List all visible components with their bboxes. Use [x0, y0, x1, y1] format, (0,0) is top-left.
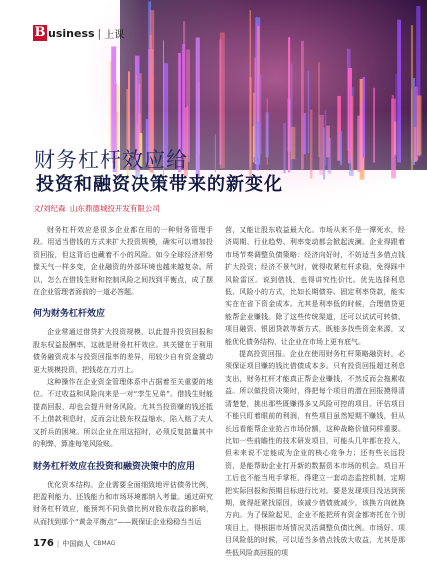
footer-separator: |	[56, 539, 60, 548]
article-title-line1: 财务杠杆效应给	[34, 148, 188, 172]
paragraph: 这种操作在企业资金管理体系中占据着至关重要的地位。不过收益和风险向来是一对“孪生兄弟”。借钱生财能提高回报，却也会提升财务风险。尤其当投资赚的钱还抵不上借款利息时，反而会让股东权益缩水，陷入赔了夫人又折兵的困境。所以企业在用这招时，必须反复掂量其中的利弊，算准每笔风险账。	[33, 378, 213, 449]
magazine-name: 中国商人	[62, 539, 91, 548]
section-tag	[33, 25, 124, 41]
magazine-name-en: CBMAG	[93, 540, 116, 547]
section-chinese: 上课	[104, 29, 125, 41]
byline	[33, 203, 160, 214]
paragraph: 营，又能让股东收益最大化。市场从来不是一潭死水，经济周期、行业趋势、利率变动都会掀起波澜。企业得跟着市场节奏调整负债策略：经济向好时，不妨适当多借点钱扩大投资；经济不景气时，就得收紧杠杆求稳，免得踩中风险雷区。说到借钱，也得讲究性价比。优先选择利息低、风险小的方式，比如长期债券、固定利率贷款，能实实在在省下资金成本。尤其是利率低的时候，合理借贷更能帮企业赚钱。除了这些传统渠道，还可以试试可转债、项目融资、银团贷款等新方式，既能多找些资金来源，又能优化债务结构，让企业在市场上更有底气。	[225, 226, 405, 346]
article-title-line2: 投资和融资决策带来的新变化	[36, 174, 283, 195]
section-heading-2: 财务杠杆效应在投资和融资决策中的应用	[33, 461, 196, 472]
page-footer	[33, 538, 115, 549]
left-column	[33, 224, 213, 528]
intro-paragraph: 财务杠杆效应是很多企业都在用的一种财务管理手段。用适当借钱的方式来扩大投资规模，确实可以增加投资回报，但这背后也藏着不小的风险。如今全球经济形势像天气一样多变，企业融资的外部环境也越来越复杂。所以，怎么在借钱生财和控制风险之间找到平衡点，成了摆在企业管理者面前的一道必答题。	[33, 226, 213, 297]
section-heading-1: 何为财务杠杆效应	[33, 309, 106, 320]
section-english: usiness	[48, 26, 95, 40]
byline-org: 山东鼎德城投开发有限公司	[69, 204, 160, 213]
paragraph: 企业常通过借贷扩大投资规模，以此提升投资回报和股东权益报酬率，这就是财务杠杆效应。其关键在于利用债务融资成本与投资回报率的差异，用较少自有资金撬动更大规模投资，把钱花在刀刃上。	[33, 328, 213, 374]
paragraph: 提高投资回报。企业在使用财务杠杆策略融资时，必须保证项目赚的钱比借债成本多。只有投资回报超过利息支出，财务杠杆才能真正帮企业赚钱，不然反而会拖累收益。所以做投资决策时，得把每个项目的潜在回报摸得清清楚楚，挑出那些既赚得多又风险可控的项目。评估项目不能只盯着眼前的利润，有些项目虽然短期不赚钱，但从长远看能帮企业抢占市场份额，这种战略价值同样重要。比如一些前瞻性的技术研发项目，可能头几年都在投入，但未来说不定能成为企业的核心竞争力；还有些长远投资，是能帮助企业打开新的数据资本市场的机会。项目开工后也不能当甩手掌柜，得建立一套动态监控机制，定期把实际回报和预期目标进行比对。要是发现项目没达到预期，就得赶紧找原因，该减少借债就减少，该换方向就换方向。为了保险起见，企业不能把所有资金都寄托在个别项目上，得根据市场情况灵活调整负债比例。市场好、项目风险低的时候，可以适当多借点钱放大收益，尤其是那些低风险高回报的项	[225, 350, 405, 557]
paragraph: 优化资本结构。企业需要全面细致地评估债务比例，把盈利能力、还钱能力和市场环境都纳入考量。通过研究财务杠杆效应，能预判不同负债比例对股东收益的影响，从而找到那个“黄金平衡点”——既保证企业稳稳当当运	[33, 480, 213, 526]
section-logo: B	[34, 25, 46, 40]
byline-dash: 文	[33, 204, 41, 213]
section-separator: |	[97, 26, 102, 40]
byline-author: /刘纪森	[40, 204, 66, 213]
page-number: 176	[33, 538, 54, 549]
right-column	[225, 224, 405, 559]
